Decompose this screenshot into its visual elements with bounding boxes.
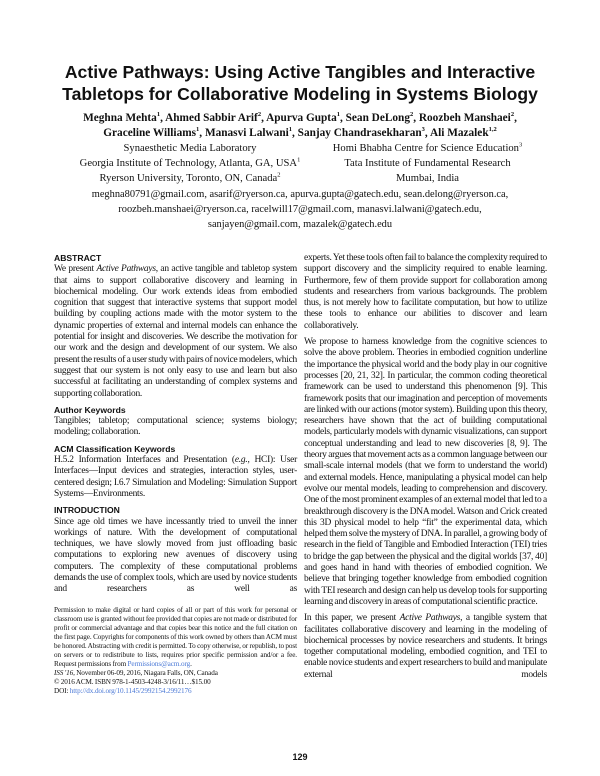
affiliation-index: 2 (277, 171, 281, 179)
affiliation-left (40, 141, 340, 186)
conference-name: ISS '16 (54, 669, 74, 678)
text: H.5.2 Information Interfaces and Presentation ( (54, 455, 235, 466)
author-name: Manasvi Lalwani (204, 127, 289, 139)
right-column (304, 253, 547, 686)
conference-info (54, 669, 297, 678)
author-name: Sanjay Chandrasekharan (297, 127, 422, 139)
acm-keywords-heading: ACM Classification Keywords (54, 443, 176, 454)
affiliation-index: 1 (297, 156, 301, 164)
page-number: 129 (292, 752, 308, 762)
text: , HCI): User Interfaces—Input devices and strategies, interaction styles, user-centered design; I.6.7 Simulation and Modeling: Simulation Support Systems—Environments. (54, 455, 298, 499)
email-line: sanjayen@gmail.com, mazalek@gatech.edu (207, 219, 393, 230)
abstract-heading: ABSTRACT (54, 253, 102, 263)
left-column (54, 253, 297, 697)
author-keywords-text: Tangibles; tabletop; computational science; systems biology; modeling; collaboration. (54, 416, 297, 438)
copyright-footnote (54, 606, 297, 697)
affiliation-ryerson (40, 171, 340, 186)
introduction-paragraph: Since age old times we have incessantly tried to unveil the inner workings of nature. With the development of computational techniques, we have slowly moved from just offloading basic computations to exploring new avenues of discovery using computers. The complexity of these computational problems demands the use of complex tools, which are used by novice students and researchers as well as (54, 516, 297, 595)
introduction-paragraph (304, 613, 547, 681)
introduction-paragraph: We propose to harness knowledge from the cognitive sciences to solve the above problem. Theories in embodied cognition underline the importance the physical world and the body play in our cognitive processes [20, 21, 32]. In particular, the common coding theoretical framework can be used to understand this phenomenon [9]. This framework posits that our imagination and perception of movements are linked with our actions (motor system). Building upon this theory, researchers have shown that the act of building computational models, particularly models with dynamic visualizations, can support conceptual understanding and lead to new discoveries [8, 9]. The theory argues that movement acts as a common language between our small-scale internal models (that we form to understand the world) and external models. Hence, manipulating a physical model can help evolve our mental models, leading to comprehension and discovery. One of the most prominent examples of an external model that led to a breakthrough discovery is the DNA model. Watson and Crick created this 3D physical model to help “fit” the experimental data, which helped them solve the mystery of DNA. In parallel, a growing body of research in the field of Tangible and Embodied Interaction (TEI) tries to bridge the gap between the physical and the digital worlds [37, 40] and goes hand in hand with theories of embodied cognition. We believe that bringing together knowledge from embodied cognition with TEI research and design can help us develop tools for supporting learning and discovery in areas of computational scientific practice. (304, 337, 547, 607)
author-affiliation-index: 2 (409, 111, 414, 119)
affiliation-index: 3 (518, 141, 523, 149)
author-keywords-heading: Author Keywords (54, 404, 126, 415)
introduction-heading: INTRODUCTION (54, 505, 120, 516)
author-name: Ali Mazalek (429, 127, 489, 139)
abstract-text (54, 264, 297, 400)
author-affiliation-index: 1,2 (488, 126, 497, 134)
author-affiliation-index: 1 (288, 126, 292, 134)
text: DOI: (54, 687, 70, 696)
text: In this paper, we present (304, 613, 400, 624)
system-name: Active Pathways (96, 264, 156, 275)
author-emails (0, 187, 600, 232)
email-line: meghna80791@gmail.com, asarif@ryerson.ca, apurva.gupta@gatech.edu, sean.delong@ryerson.ca, (91, 189, 509, 200)
acm-keywords-text (54, 455, 297, 500)
affiliation-text: Georgia Institute of Technology, Atlanta, GA, USA (79, 158, 298, 169)
author-name: Meghna Mehta (83, 112, 157, 124)
system-name: Active Pathways (399, 613, 461, 624)
author-list (0, 111, 600, 141)
text: , November 06-09, 2016, Niagara Falls, ON, Canada (73, 669, 218, 678)
affiliation-text: Homi Bhabha Centre for Science Education (332, 143, 519, 154)
doi-line (54, 687, 297, 696)
author-affiliation-index: 3 (421, 126, 425, 134)
affiliation-gatech (40, 156, 340, 171)
affiliation-lab: Synaesthetic Media Laboratory (123, 143, 257, 154)
introduction-paragraph: experts. Yet these tools often fail to balance the complexity required to support discovery and the simplicity required to enable learning. Furthermore, few of them provide support for collaboration among students and researchers from various backgrounds. The problem thus, is not merely how to facilitate computation, but how to utilize these tools to enhance our abilities to discover and learn collaboratively. (304, 253, 547, 331)
doi-link[interactable]: http://dx.doi.org/10.1145/2992154.2992176 (69, 687, 192, 696)
affiliation-city: Mumbai, India (396, 173, 459, 184)
author-line: Graceline Williams$^1$, Manasvi Lalwani$^1$, Sanjay Chandrasekharan$^3$, Ali Mazalek$^{1,2}$ (103, 126, 497, 139)
text: We present (54, 264, 97, 275)
title-line: Active Pathways: Using Active Tangibles and Interactive (64, 62, 536, 82)
author-name: Sean DeLong (345, 112, 410, 124)
text: , a tangible system that facilitates collaborative discovery and learning in the modeling of biochemical processes by novice researchers and students. It brings together computational modeling, embodied cognition, and TEI to enable novice students and expert researchers to build and manipulate external models (304, 613, 547, 680)
text: . (190, 660, 192, 669)
permissions-email-link[interactable]: Permissions@acm.org (127, 660, 191, 669)
affiliation-text: Ryerson University, Toronto, ON, Canada (99, 173, 278, 184)
author-affiliation-index: 1 (196, 126, 200, 134)
affiliation-hbcse (300, 141, 555, 156)
affiliation-right (300, 141, 555, 186)
author-affiliation-index: 1 (336, 111, 340, 119)
text: e.g. (234, 455, 248, 466)
email-line: roozbeh.manshaei@ryerson.ca, racelwill17@gmail.com, manasvi.lalwani@gatech.edu, (118, 204, 482, 215)
author-line: Meghna Mehta$^1$, Ahmed Sabbir Arif$^2$, Apurva Gupta$^1$, Sean DeLong$^2$, Roozbeh Manshaei$^2$, (83, 111, 517, 124)
text: Permission to make digital or hard copies of all or part of this work for personal or classroom use is granted without fee provided that copies are not made or distributed for profit or commercial advantage and that copies bear this notice and the full citation on the first page. Copyrights for components of this work owned by others than ACM must be honored. Abstracting with credit is permitted. To copy otherwise, or republish, to post on servers or to redistribute to lists, requires prior specific permission and/or a fee. Request permissions from (54, 605, 297, 669)
author-name: Roozbeh Manshaei (418, 112, 511, 124)
paper-title (0, 61, 600, 105)
author-affiliation-index: 2 (257, 111, 262, 119)
author-name: Graceline Williams (103, 127, 197, 139)
author-name: Apurva Gupta (266, 112, 337, 124)
title-line: Tabletops for Collaborative Modeling in Systems Biology (62, 84, 538, 104)
affiliation-tifr: Tata Institute of Fundamental Research (344, 158, 511, 169)
author-affiliation-index: 2 (510, 111, 515, 119)
copyright-line: © 2016 ACM. ISBN 978-1-4503-4248-3/16/11…$15.00 (54, 678, 211, 687)
author-affiliation-index: 1 (156, 111, 161, 119)
author-name: Ahmed Sabbir Arif (165, 112, 258, 124)
text: , an active tangible and tabletop system that aims to support collaborative discovery and learning in biochemical modeling. Our work extends ideas from embodied cognition that suggest that interactive systems that support model building by coupling actions made with the motor system to the dynamic properties of external and internal models can enhance the potential for insight and discoveries. We describe the motivation for our work and the design and development of our system. We also present the results of a user study with pairs of novice modelers, which suggest that our system is not only easy to use and learn but also successful at facilitating an understanding of complex systems and supporting collaboration. (54, 264, 297, 399)
permission-notice (54, 606, 297, 670)
